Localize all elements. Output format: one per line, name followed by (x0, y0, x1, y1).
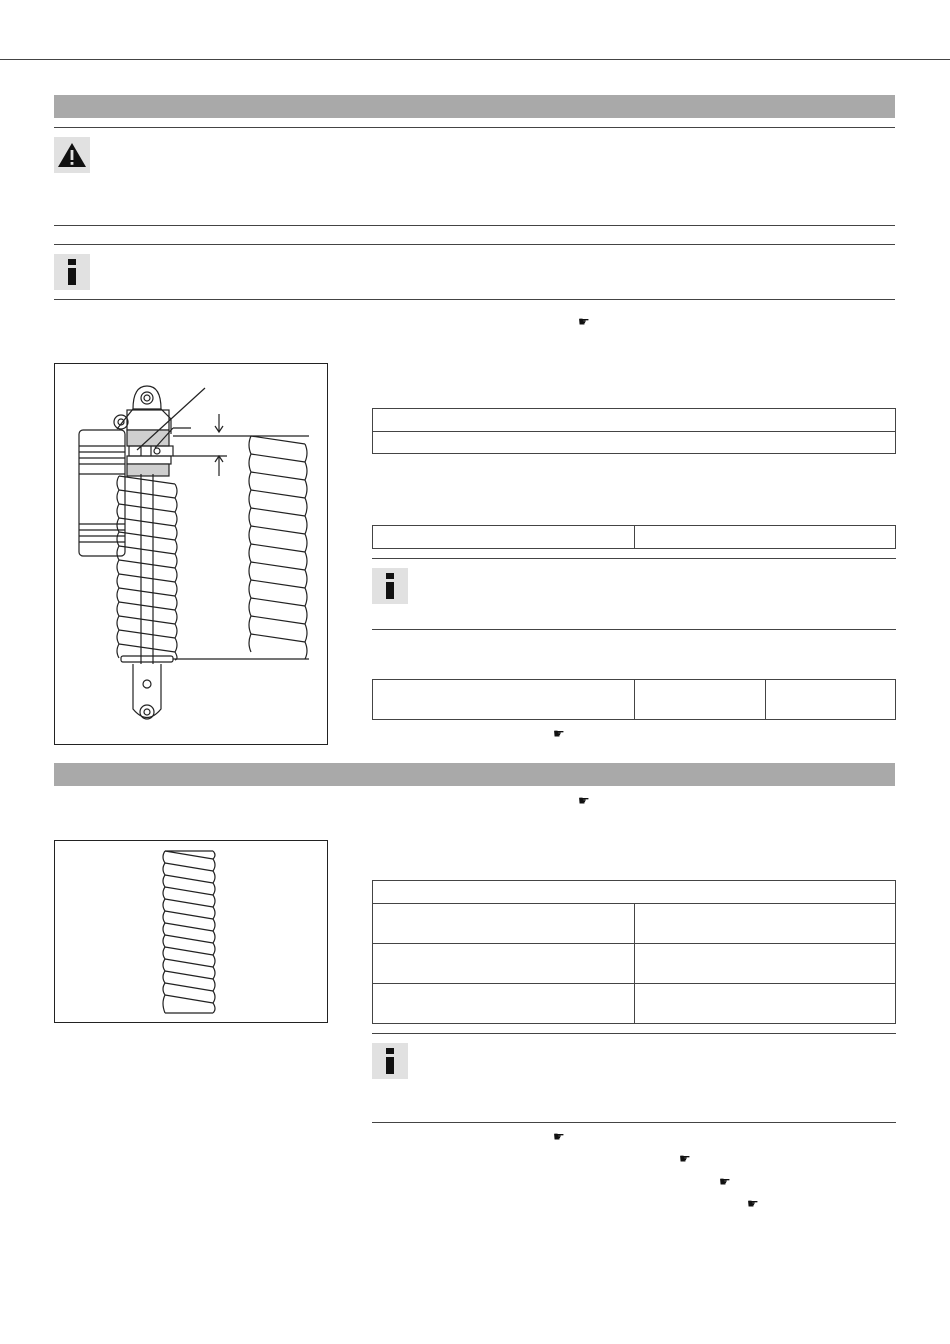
table-cell (373, 944, 635, 984)
shock-absorber-figure (54, 363, 328, 745)
note-bottom-rule (372, 1122, 896, 1123)
reference-marker: ☛ (553, 1129, 565, 1144)
table-cell (373, 904, 635, 944)
info-icon-box (372, 568, 408, 604)
spec-table-1 (372, 408, 896, 454)
info-icon (65, 258, 79, 286)
table-cell (635, 526, 896, 549)
note-top-rule (372, 1033, 896, 1034)
reference-marker: ☛ (578, 793, 590, 808)
coil-spring-figure (54, 840, 328, 1023)
coil-spring-illustration (55, 841, 327, 1022)
section-title-bar (54, 763, 895, 786)
note-bottom-rule (372, 629, 896, 630)
warning-icon-box (54, 137, 90, 173)
shock-absorber-spring-preload-illustration (55, 364, 327, 744)
table-row (373, 944, 896, 984)
table-cell (373, 432, 896, 454)
table-row (373, 526, 896, 549)
info-top-rule (54, 244, 895, 245)
note-top-rule (372, 558, 896, 559)
table-cell (635, 680, 766, 720)
table-cell (634, 944, 896, 984)
info-icon (383, 1047, 397, 1075)
reference-marker: ☛ (747, 1196, 759, 1211)
table-cell (373, 881, 896, 904)
section-title-bar (54, 95, 895, 118)
table-row (373, 984, 896, 1024)
table-row (373, 904, 896, 944)
table-cell (373, 526, 635, 549)
reference-marker: ☛ (578, 314, 590, 329)
table-row (373, 409, 896, 432)
reference-marker: ☛ (679, 1151, 691, 1166)
info-icon-box (372, 1043, 408, 1079)
table-cell (766, 680, 896, 720)
info-bottom-rule (54, 299, 895, 300)
table-cell (373, 680, 635, 720)
table-row (373, 881, 896, 904)
warning-triangle-icon (57, 141, 87, 169)
spec-table-4 (372, 880, 896, 1024)
spec-table-3 (372, 679, 896, 720)
table-cell (373, 409, 896, 432)
warning-bottom-rule (54, 225, 895, 226)
table-cell (373, 984, 635, 1024)
table-cell (634, 984, 896, 1024)
warning-top-rule (54, 127, 895, 128)
table-row (373, 680, 896, 720)
info-icon (383, 572, 397, 600)
spec-table-2 (372, 525, 896, 549)
table-row (373, 432, 896, 454)
reference-marker: ☛ (719, 1174, 731, 1189)
table-cell (634, 904, 896, 944)
reference-marker: ☛ (553, 726, 565, 741)
page-header-rule (0, 59, 950, 60)
info-icon-box (54, 254, 90, 290)
